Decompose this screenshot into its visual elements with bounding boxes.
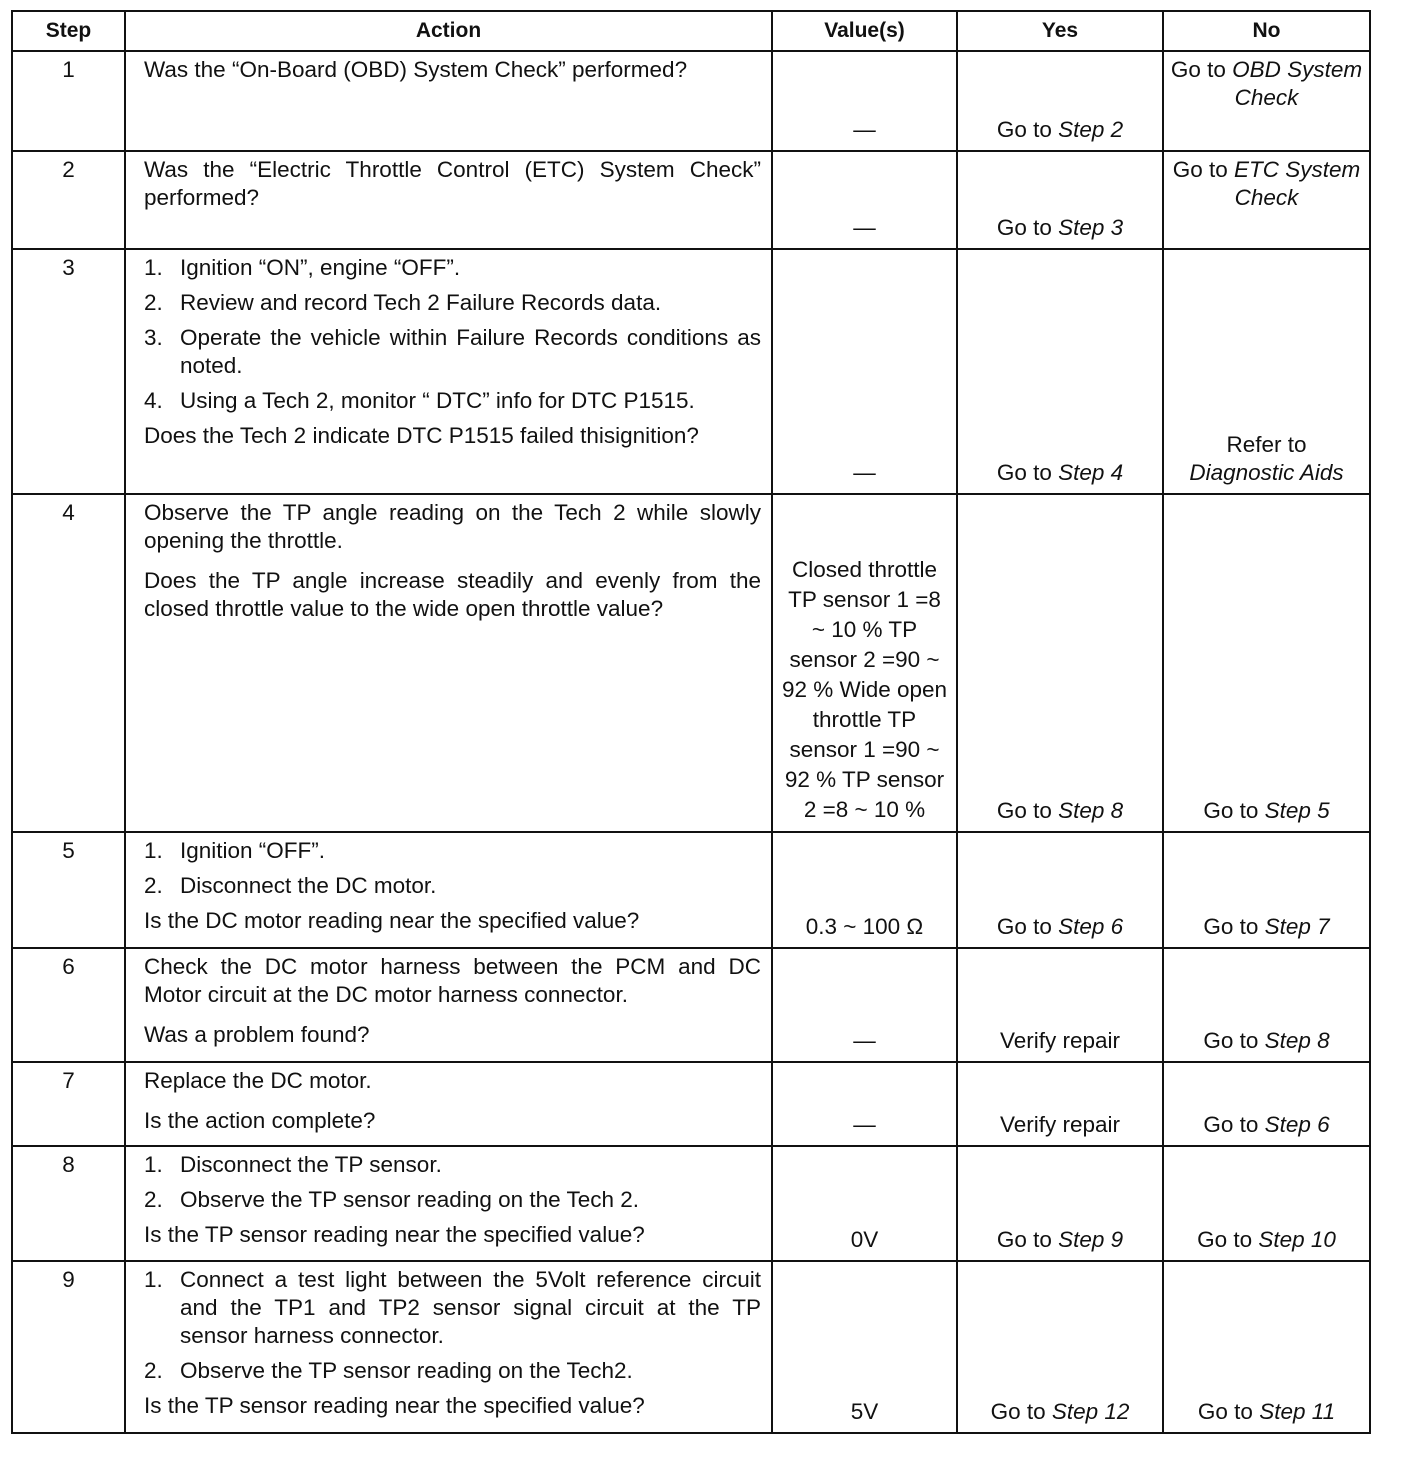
value-cell: —: [772, 151, 957, 249]
no-prefix: Go to: [1203, 1028, 1265, 1053]
yes-ref: Step 6: [1058, 914, 1124, 939]
action-text: Was the “On-Board (OBD) System Check” performed?: [144, 57, 688, 82]
no-ref: Step 10: [1258, 1227, 1336, 1252]
step-number: 1: [12, 51, 125, 151]
no-cell: [1163, 832, 1370, 948]
action-cell: [125, 151, 772, 249]
step-number: 3: [12, 249, 125, 494]
no-cell: [1163, 1062, 1370, 1146]
action-cell: [125, 1261, 772, 1433]
action-cell: [125, 948, 772, 1062]
yes-ref: Step 3: [1058, 215, 1124, 240]
table-row: [12, 832, 1370, 948]
yes-ref: Step 12: [1051, 1399, 1130, 1424]
yes-prefix: Go to: [996, 117, 1059, 142]
yes-cell: [957, 151, 1163, 249]
action-text: Was the “Electric Throttle Control (ETC) System Check” performed?: [144, 157, 761, 210]
yes-prefix: Go to: [996, 215, 1059, 240]
action-question: Is the action complete?: [144, 1108, 376, 1133]
yes-prefix: Go to: [996, 798, 1059, 823]
no-ref: Step 8: [1264, 1028, 1330, 1053]
action-cell: [125, 249, 772, 494]
no-ref: Step 7: [1264, 914, 1330, 939]
no-cell: [1163, 948, 1370, 1062]
value-cell: —: [772, 51, 957, 151]
list-item: 4. Using a Tech 2, monitor “ DTC” info for DTC P1515.: [144, 388, 695, 413]
action-cell: [125, 51, 772, 151]
step-number: 4: [12, 494, 125, 832]
header-step: Step: [12, 11, 125, 51]
yes-ref: Step 8: [1058, 798, 1124, 823]
value-cell: —: [772, 249, 957, 494]
action-question: Is the DC motor reading near the specified value?: [144, 908, 640, 933]
header-row: [12, 11, 1370, 51]
list-item: 2. Review and record Tech 2 Failure Records data.: [144, 290, 662, 315]
action-text: Replace the DC motor.: [144, 1068, 372, 1093]
no-ref: Step 11: [1259, 1399, 1336, 1424]
value-cell: Closed throttle TP sensor 1 =8 ~ 10 % TP sensor 2 =90 ~ 92 % Wide open throttle TP sensor 1 =90 ~ 92 % TP sensor 2 =8 ~ 10 %: [772, 494, 957, 832]
no-ref: ETC System Check: [1234, 157, 1361, 210]
header-action: Action: [125, 11, 772, 51]
action-question: Does the Tech 2 indicate DTC P1515 failed thisignition?: [144, 423, 699, 448]
yes-cell: Verify repair: [957, 948, 1163, 1062]
yes-ref: Step 9: [1058, 1227, 1124, 1252]
no-prefix: Go to: [1172, 157, 1234, 182]
no-cell: [1163, 1146, 1370, 1261]
step-number: 6: [12, 948, 125, 1062]
yes-cell: [957, 832, 1163, 948]
step-number: 2: [12, 151, 125, 249]
yes-cell: [957, 249, 1163, 494]
yes-cell: Verify repair: [957, 1062, 1163, 1146]
table-row: [12, 494, 1370, 832]
no-prefix: Go to: [1170, 57, 1233, 82]
yes-cell: [957, 1146, 1163, 1261]
action-question: Is the TP sensor reading near the specified value?: [144, 1393, 645, 1418]
no-ref: OBD System Check: [1232, 57, 1363, 110]
list-item: 1. Disconnect the TP sensor.: [144, 1152, 442, 1177]
action-list: [144, 1151, 761, 1214]
action-question: Was a problem found?: [144, 1022, 370, 1047]
no-prefix: Go to: [1203, 914, 1265, 939]
yes-cell: [957, 494, 1163, 832]
step-number: 9: [12, 1261, 125, 1433]
list-item: 2. Observe the TP sensor reading on the Tech2.: [144, 1358, 633, 1383]
table-row: [12, 249, 1370, 494]
no-prefix: Go to: [1203, 798, 1265, 823]
no-prefix: Go to: [1203, 1112, 1265, 1137]
no-prefix: Go to: [1197, 1227, 1259, 1252]
no-cell: [1163, 1261, 1370, 1433]
table-row: [12, 151, 1370, 249]
yes-prefix: Go to: [990, 1399, 1052, 1424]
yes-prefix: Go to: [996, 914, 1059, 939]
yes-ref: Step 2: [1058, 117, 1124, 142]
no-cell: [1163, 494, 1370, 832]
action-list: [144, 254, 761, 415]
list-item: 1. Ignition “ON”, engine “OFF”.: [144, 255, 461, 280]
value-cell: 5V: [772, 1261, 957, 1433]
header-no: No: [1163, 11, 1370, 51]
value-cell: 0.3 ~ 100 Ω: [772, 832, 957, 948]
action-cell: [125, 1062, 772, 1146]
header-yes: Yes: [957, 11, 1163, 51]
no-cell: [1163, 249, 1370, 494]
action-list: [144, 1266, 761, 1385]
yes-cell: [957, 1261, 1163, 1433]
step-number: 5: [12, 832, 125, 948]
table-row: [12, 948, 1370, 1062]
yes-cell: [957, 51, 1163, 151]
table-row: [12, 1261, 1370, 1433]
value-cell: 0V: [772, 1146, 957, 1261]
no-ref: Step 5: [1264, 798, 1330, 823]
no-ref: Step 6: [1264, 1112, 1330, 1137]
no-cell: [1163, 151, 1370, 249]
no-ref: Diagnostic Aids: [1189, 460, 1344, 485]
action-text: Observe the TP angle reading on the Tech 2 while slowly opening the throttle.: [144, 500, 761, 553]
action-question: Is the TP sensor reading near the specified value?: [144, 1222, 645, 1247]
value-cell: —: [772, 948, 957, 1062]
yes-prefix: Go to: [996, 1227, 1059, 1252]
table-row: [12, 51, 1370, 151]
action-cell: [125, 1146, 772, 1261]
list-item: 1. Connect a test light between the 5Volt reference circuit and the TP1 and TP2 sensor signal circuit at the TP sensor harness connector.: [144, 1267, 761, 1348]
action-question: Does the TP angle increase steadily and evenly from the closed throttle value to the wide open throttle value?: [144, 568, 761, 621]
list-item: 2. Disconnect the DC motor.: [144, 873, 437, 898]
step-number: 8: [12, 1146, 125, 1261]
table-row: [12, 1062, 1370, 1146]
yes-prefix: Go to: [996, 460, 1059, 485]
list-item: 3. Operate the vehicle within Failure Records conditions as noted.: [144, 325, 761, 378]
yes-ref: Step 4: [1058, 460, 1124, 485]
table-row: [12, 1146, 1370, 1261]
action-text: Check the DC motor harness between the PCM and DC Motor circuit at the DC motor harness connector.: [144, 954, 761, 1007]
header-values: Value(s): [772, 11, 957, 51]
list-item: 2. Observe the TP sensor reading on the Tech 2.: [144, 1187, 640, 1212]
no-prefix: Refer to: [1226, 432, 1307, 457]
action-cell: [125, 494, 772, 832]
step-number: 7: [12, 1062, 125, 1146]
action-list: [144, 837, 761, 900]
value-cell: —: [772, 1062, 957, 1146]
list-item: 1. Ignition “OFF”.: [144, 838, 326, 863]
action-cell: [125, 832, 772, 948]
diagnostic-table: [11, 10, 1371, 1434]
no-cell: [1163, 51, 1370, 151]
no-prefix: Go to: [1197, 1399, 1260, 1424]
